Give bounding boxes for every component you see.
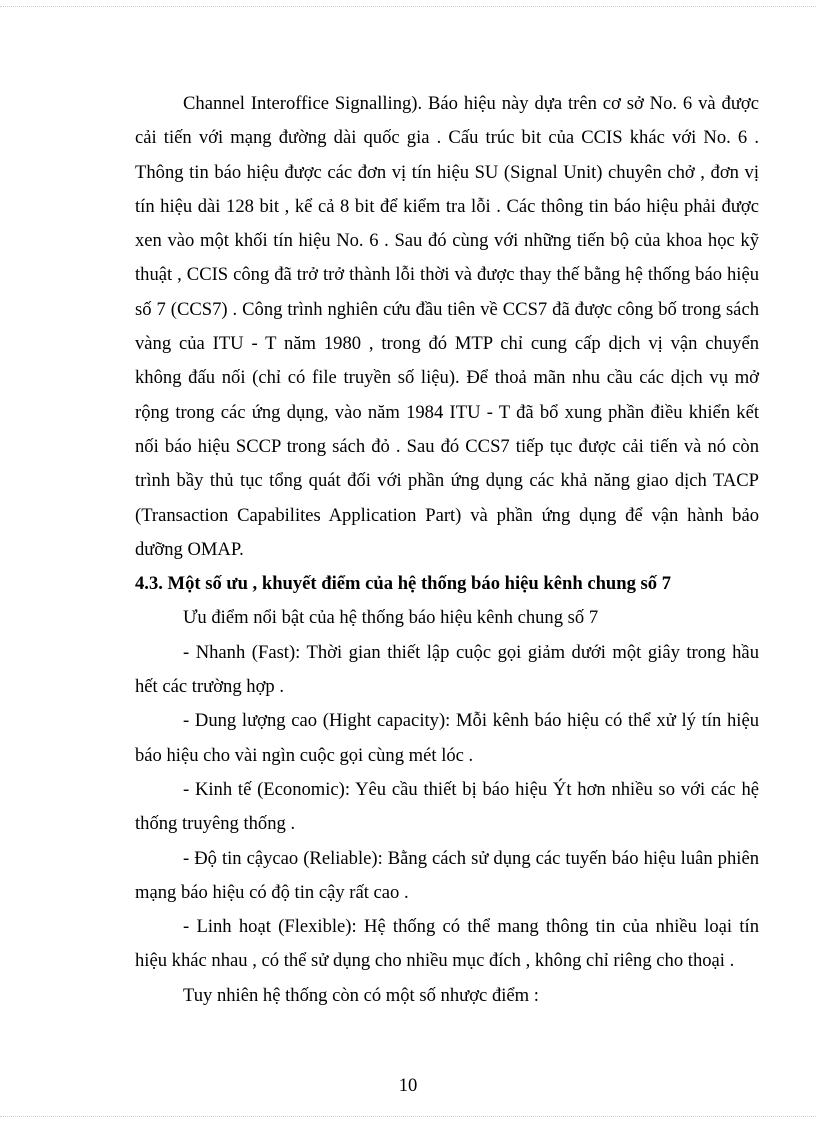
section-heading: 4.3. Một số ưu , khuyết điểm của hệ thống báo hiệu kênh chung số 7 xyxy=(135,573,672,595)
list-item-line: hết các trường hợp . xyxy=(135,676,285,698)
list-item-line: - Linh hoạt (Flexible): Hệ thống có thể mang thông tin của nhiều loại tín xyxy=(183,916,759,938)
list-item-line: báo hiệu cho vài ngìn cuộc gọi cùng mét lóc . xyxy=(135,744,474,766)
paragraph-line: không đấu nối (chỉ có file truyền số liệu). Để thoả mãn nhu cầu các dịch vụ mở xyxy=(135,367,759,389)
list-item-line: - Dung lượng cao (Hight capacity): Mỗi kênh báo hiệu có thể xử lý tín hiệu xyxy=(183,710,759,732)
paragraph-line: tín hiệu dài 128 bit , kể cả 8 bit để kiểm tra lỗi . Các thông tin báo hiệu phải được xyxy=(135,195,759,217)
list-item-line: - Độ tin cậycao (Reliable): Bằng cách sử dụng các tuyến báo hiệu luân phiên xyxy=(183,847,759,869)
paragraph-line: (Transaction Capabilites Application Part) và phần ứng dụng để vận hành bảo xyxy=(135,504,759,526)
paragraph-line: vàng của ITU - T năm 1980 , trong đó MTP chỉ cung cấp dịch vị vận chuyển xyxy=(135,333,759,355)
paragraph-line: Channel Interoffice Signalling). Báo hiệu này dựa trên cơ sở No. 6 và được xyxy=(183,93,759,114)
paragraph-line: Thông tin báo hiệu được các đơn vị tín hiệu SU (Signal Unit) chuyên chở , đơn vị xyxy=(135,161,759,183)
paragraph-line: xen vào một khối tín hiệu No. 6 . Sau đó cùng với những tiến bộ của khoa học kỹ xyxy=(135,230,759,252)
paragraph-line: số 7 (CCS7) . Công trình nghiên cứu đầu tiên về CCS7 đã được công bố trong sách xyxy=(135,298,759,320)
list-item-line: hiệu khác nhau , có thể sử dụng cho nhiều mục đích , không chỉ riêng cho thoại . xyxy=(135,950,735,972)
page-number: 10 xyxy=(398,1075,418,1096)
paragraph-line: rộng trong các ứng dụng, vào năm 1984 ITU - T đã bổ xung phần điều khiển kết xyxy=(135,401,759,423)
list-item-line: mạng báo hiệu có độ tin cậy rất cao . xyxy=(135,881,409,903)
closing-line: Tuy nhiên hệ thống còn có một số nhược điểm : xyxy=(183,984,539,1006)
paragraph-line: nối báo hiệu SCCP trong sách đỏ . Sau đó CCS7 tiếp tục được cải tiến và nó còn xyxy=(135,435,759,457)
paragraph-line: thuật , CCIS công đã trở trở thành lỗi thời và được thay thế bằng hệ thống báo hiệu xyxy=(135,264,759,286)
body-text xyxy=(135,87,759,1013)
intro-line: Ưu điểm nổi bật của hệ thống báo hiệu kênh chung số 7 xyxy=(183,607,599,629)
paragraph-line: dưỡng OMAP. xyxy=(135,538,244,560)
list-item-line: - Nhanh (Fast): Thời gian thiết lập cuộc gọi giảm dưới một giây trong hầu xyxy=(183,641,759,663)
list-item-line: - Kinh tế (Economic): Yêu cầu thiết bị báo hiệu Ýt hơn nhiều so với các hệ xyxy=(183,778,759,800)
page-border-bottom xyxy=(0,1116,816,1117)
list-item-line: thống truyêng thống . xyxy=(135,813,296,835)
paragraph-line: cải tiến với mạng đường dài quốc gia . Cấu trúc bit của CCIS khác với No. 6 . xyxy=(135,127,759,149)
page-border-top xyxy=(0,6,816,7)
paragraph-line: trình bầy thủ tục tổng quát đối với phần ứng dụng các khả năng giao dịch TACP xyxy=(135,470,759,492)
